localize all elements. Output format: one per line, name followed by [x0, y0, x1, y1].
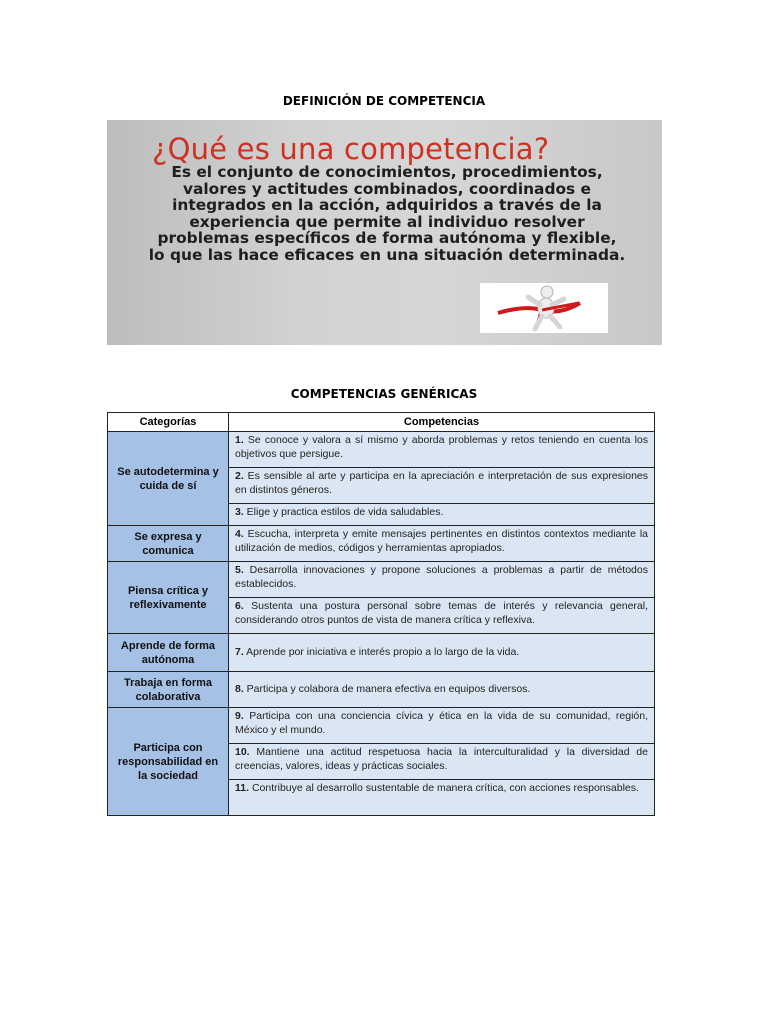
competence-number: 6.	[235, 600, 244, 612]
competence-number: 1.	[235, 434, 244, 446]
competence-cell	[229, 468, 655, 504]
category-cell: Aprende de forma autónoma	[108, 634, 229, 672]
category-cell: Se autodetermina y cuida de sí	[108, 432, 229, 526]
competence-cell	[229, 780, 655, 816]
competence-text: Aprende por iniciativa e interés propio a lo largo de la vida.	[243, 645, 520, 658]
competence-number: 10.	[235, 746, 250, 758]
category-cell: Participa con responsabilidad en la sociedad	[108, 708, 229, 816]
competence-cell	[229, 562, 655, 598]
competence-cell	[229, 432, 655, 468]
competence-number: 3.	[235, 506, 244, 518]
competence-text: Sustenta una postura personal sobre temas de interés y relevancia general, considerando otros puntos de vista de manera crítica y reflexiva.	[235, 600, 648, 626]
competence-number: 4.	[235, 528, 244, 540]
category-cell: Se expresa y comunica	[108, 526, 229, 562]
competence-text: Contribuye al desarrollo sustentable de manera crítica, con acciones responsables.	[249, 782, 639, 794]
competences-table	[107, 412, 655, 816]
competence-definition-image	[107, 120, 662, 345]
table-row	[108, 526, 655, 562]
table-row	[108, 634, 655, 672]
table-row	[108, 708, 655, 744]
competence-cell	[229, 598, 655, 634]
competence-text: Participa y colabora de manera efectiva en equipos diversos.	[243, 682, 531, 695]
competence-cell	[229, 744, 655, 780]
competences-column-header: Competencias	[229, 413, 655, 432]
competence-text: Elige y practica estilos de vida saludables.	[243, 506, 444, 518]
competence-number: 7.	[235, 645, 244, 658]
competence-cell	[229, 526, 655, 562]
generic-competences-heading: COMPETENCIAS GENÉRICAS	[290, 387, 478, 401]
competence-cell	[229, 672, 655, 708]
competence-text: Mantiene una actitud respetuosa hacia la interculturalidad y la diversidad de creencias, valores, ideas y prácticas sociales.	[235, 746, 648, 772]
table-row	[108, 562, 655, 598]
competence-cell	[229, 504, 655, 526]
competence-cell	[229, 708, 655, 744]
category-cell: Trabaja en forma colaborativa	[108, 672, 229, 708]
competence-text: Escucha, interpreta y emite mensajes pertinentes en distintos contextos mediante la utilización de medios, códigos y herramientas apropiados.	[235, 528, 648, 554]
competence-number: 9.	[235, 710, 244, 722]
competence-text: Desarrolla innovaciones y propone soluciones a problemas a partir de métodos establecidos.	[235, 564, 648, 590]
category-cell: Piensa crítica y reflexivamente	[108, 562, 229, 634]
competence-text: Participa con una conciencia cívica y ética en la vida de su comunidad, región, México y el mundo.	[235, 710, 648, 736]
table-header-row	[108, 413, 655, 432]
competence-text: Es sensible al arte y participa en la apreciación e interpretación de sus expresiones en distintos géneros.	[235, 470, 648, 496]
table-row	[108, 672, 655, 708]
competence-number: 5.	[235, 564, 244, 576]
competence-number: 8.	[235, 682, 244, 695]
table-row	[108, 432, 655, 468]
runner-figure-image	[480, 283, 608, 333]
competence-text: Se conoce y valora a sí mismo y aborda problemas y retos teniendo en cuenta los objetivos que persigue.	[235, 434, 648, 460]
banner-definition-text: Es el conjunto de conocimientos, procedimientos, valores y actitudes combinados, coordinados e integrados en la acción, adquiridos a través de la experiencia que permite al individuo resolver problemas específicos de forma autónoma y flexible, lo que las hace eficaces en una situación determinada.	[148, 163, 626, 264]
competence-number: 11.	[235, 782, 250, 794]
categories-column-header: Categorías	[108, 413, 229, 432]
competence-number: 2.	[235, 470, 244, 482]
definition-heading: DEFINICIÓN DE COMPETENCIA	[282, 94, 486, 108]
competence-cell	[229, 634, 655, 672]
banner-question: ¿Qué es una competencia?	[152, 132, 550, 166]
